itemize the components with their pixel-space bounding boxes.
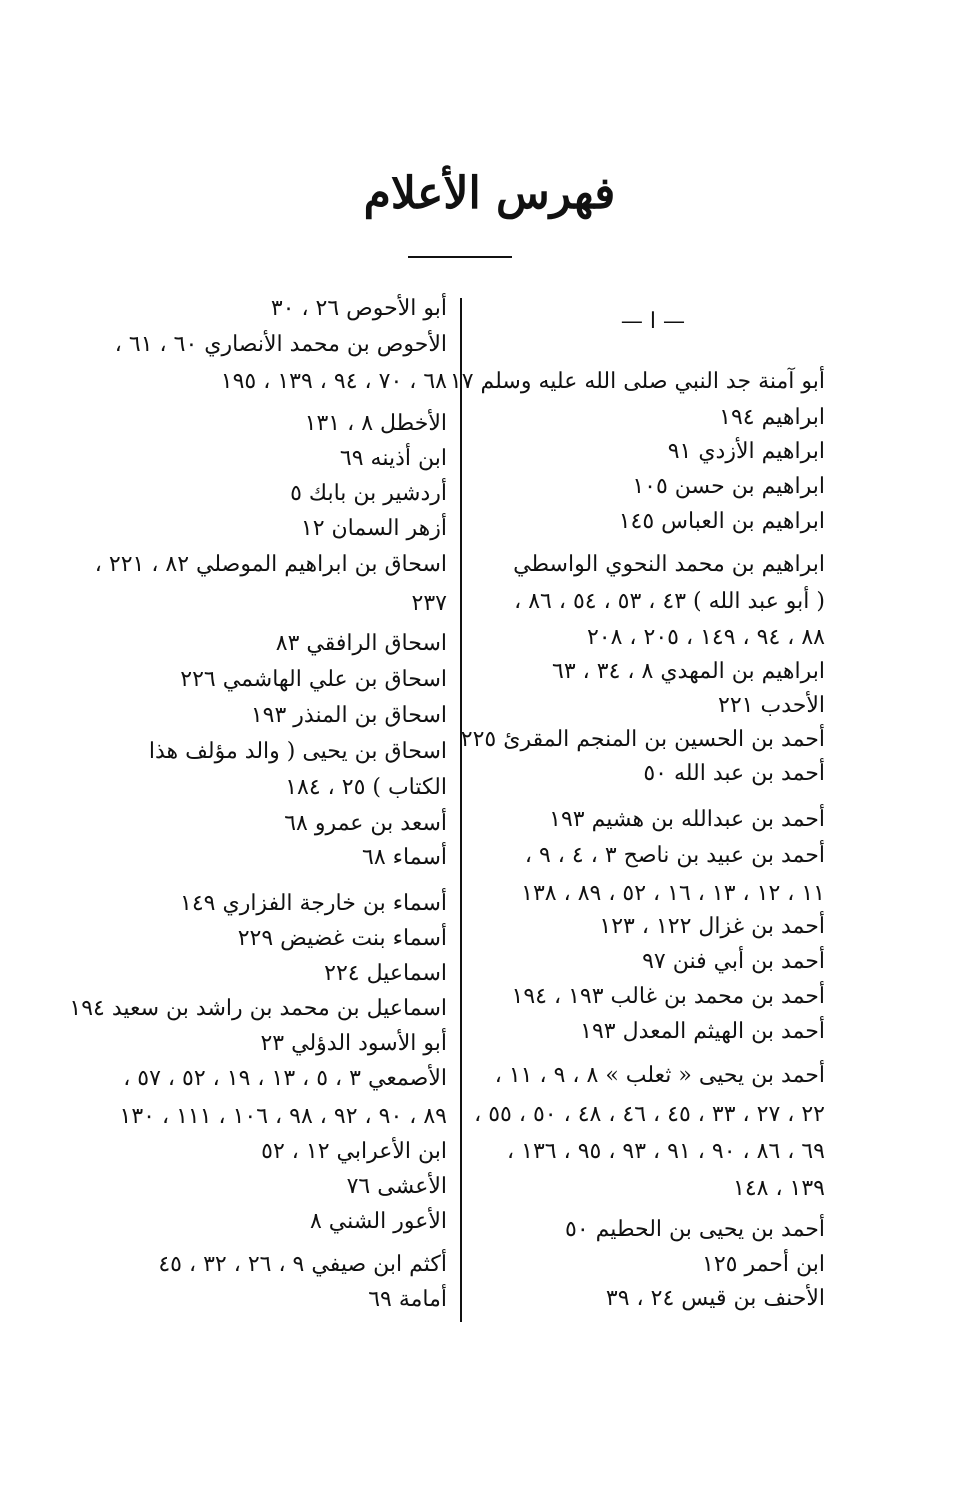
index-entry: أسماء بنت غضيض ٢٢٩ bbox=[237, 926, 447, 951]
index-entry: ٢٢ ، ٢٧ ، ٣٣ ، ٤٥ ، ٤٦ ، ٤٨ ، ٥٠ ، ٥٥ ، bbox=[474, 1102, 825, 1127]
index-entry: أحمد بن الحسين بن المنجم المقرئ ٢٢٥ bbox=[460, 727, 825, 752]
index-entry: اسحاق بن ابراهيم الموصلي ٨٢ ، ٢٢١ ، bbox=[94, 552, 447, 577]
index-entry: ١٣٩ ، ١٤٨ bbox=[733, 1176, 825, 1201]
index-entry: ابن الأعرابي ١٢ ، ٥٢ bbox=[261, 1139, 447, 1164]
index-entry: الأصمعي ٣ ، ٥ ، ١٣ ، ١٩ ، ٥٢ ، ٥٧ ، bbox=[123, 1066, 447, 1091]
section-letter: — ا — bbox=[620, 309, 685, 334]
left-column bbox=[69, 0, 447, 1497]
column-divider bbox=[460, 298, 462, 1322]
index-entry: أسعد بن عمرو ٦٨ bbox=[284, 811, 447, 836]
index-entry: أحمد بن يحيى « ثعلب » ٨ ، ٩ ، ١١ ، bbox=[494, 1063, 825, 1088]
index-entry: أحمد بن يحيى بن الحطيم ٥٠ bbox=[565, 1217, 825, 1242]
index-entry: أزهر السمان ١٢ bbox=[300, 516, 447, 541]
index-entry: أبو آمنة جد النبي صلى الله عليه وسلم ١٧ bbox=[449, 369, 825, 394]
index-entry: الأخطل ٨ ، ١٣١ bbox=[304, 411, 447, 436]
index-entry: الأعور الشني ٨ bbox=[309, 1209, 447, 1234]
index-entry: ٦٩ ، ٨٦ ، ٩٠ ، ٩١ ، ٩٣ ، ٩٥ ، ١٣٦ ، bbox=[507, 1139, 825, 1164]
index-entry: ٢٣٧ bbox=[411, 591, 447, 616]
index-entry: أحمد بن محمد بن غالب ١٩٣ ، ١٩٤ bbox=[511, 984, 825, 1009]
index-entry: الأحوص بن محمد الأنصاري ٦٠ ، ٦١ ، bbox=[114, 332, 447, 357]
index-entry: أسماء ٦٨ bbox=[362, 845, 447, 870]
index-entry: اسماعيل ٢٢٤ bbox=[324, 961, 447, 986]
index-entry: ٨٩ ، ٩٠ ، ٩٢ ، ٩٨ ، ١٠٦ ، ١١١ ، ١٣٠ bbox=[119, 1104, 447, 1129]
index-entry: أمامة ٦٩ bbox=[368, 1287, 447, 1312]
index-entry: ابراهيم بن العباس ١٤٥ bbox=[618, 509, 825, 534]
index-entry: اسحاق الرافقي ٨٣ bbox=[275, 631, 447, 656]
index-entry: ابراهيم بن حسن ١٠٥ bbox=[632, 474, 825, 499]
index-entry: ( أبو عبد الله ) ٤٣ ، ٥٣ ، ٥٤ ، ٨٦ ، bbox=[514, 589, 825, 614]
index-entry: ابراهيم بن محمد النحوي الواسطي bbox=[513, 552, 825, 577]
index-entry: أحمد بن غزال ١٢٢ ، ١٢٣ bbox=[599, 914, 825, 939]
index-entry: أسماء بن خارجة الفزاري ١٤٩ bbox=[180, 891, 447, 916]
index-entry: الأعشى ٧٦ bbox=[346, 1174, 447, 1199]
index-entry: أحمد بن الهيثم المعدل ١٩٣ bbox=[580, 1019, 825, 1044]
index-entry: اسحاق بن يحيى ( والد مؤلف هذا bbox=[148, 739, 447, 764]
index-entry: ابراهيم الأزدي ٩١ bbox=[667, 439, 825, 464]
index-entry: ابراهيم ١٩٤ bbox=[719, 405, 825, 430]
index-entry: ابراهيم بن المهدي ٨ ، ٣٤ ، ٦٣ bbox=[552, 659, 825, 684]
index-entry: اسحاق بن علي الهاشمي ٢٢٦ bbox=[180, 667, 447, 692]
index-entry: ابن أحمر ١٢٥ bbox=[702, 1252, 825, 1277]
right-column bbox=[449, 0, 825, 1497]
index-entry: أبو الأحوص ٢٦ ، ٣٠ bbox=[270, 296, 447, 321]
index-entry: الأحنف بن قيس ٢٤ ، ٣٩ bbox=[605, 1286, 825, 1311]
index-entry: ١١ ، ١٢ ، ١٣ ، ١٦ ، ٥٢ ، ٨٩ ، ١٣٨ bbox=[521, 881, 825, 906]
index-entry: أحمد بن عبدالله بن هشيم ١٩٣ bbox=[549, 807, 825, 832]
index-entry: ٦٨ ، ٧٠ ، ٩٤ ، ١٣٩ ، ١٩٥ bbox=[220, 369, 447, 394]
index-entry: الأحدب ٢٢١ bbox=[718, 693, 825, 718]
page-title: فهرس الأعلام bbox=[363, 168, 616, 219]
index-entry: اسحاق بن المنذر ١٩٣ bbox=[250, 703, 447, 728]
index-entry: الكتاب ) ٢٥ ، ١٨٤ bbox=[285, 775, 447, 800]
index-entry: أبو الأسود الدؤلي ٢٣ bbox=[260, 1031, 447, 1056]
index-entry: أردشير بن بابك ٥ bbox=[290, 481, 447, 506]
index-entry: أحمد بن عبيد بن ناصح ٣ ، ٤ ، ٩ ، bbox=[524, 843, 825, 868]
index-entry: أكثم ابن صيفي ٩ ، ٢٦ ، ٣٢ ، ٤٥ bbox=[158, 1252, 447, 1277]
index-entry: أحمد بن أبي فنن ٩٧ bbox=[642, 949, 825, 974]
index-entry: ٨٨ ، ٩٤ ، ١٤٩ ، ٢٠٥ ، ٢٠٨ bbox=[586, 625, 825, 650]
index-entry: أحمد بن عبد الله ٥٠ bbox=[643, 761, 825, 786]
index-entry: اسماعيل بن محمد بن راشد بن سعيد ١٩٤ bbox=[69, 996, 447, 1021]
index-entry: ابن أذينه ٦٩ bbox=[339, 446, 447, 471]
